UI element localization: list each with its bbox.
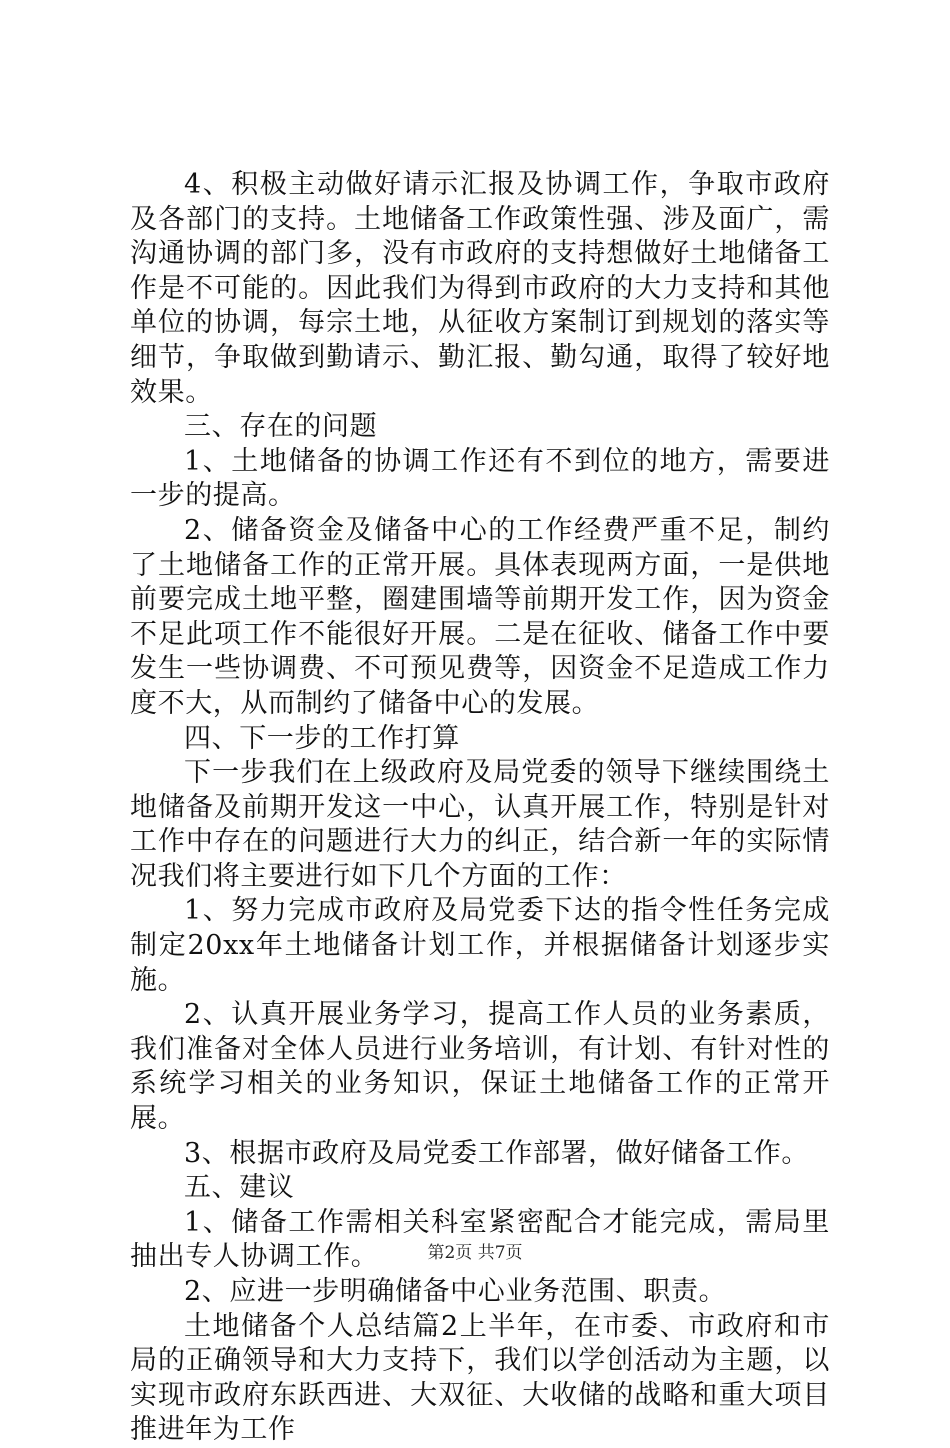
section-heading-existing-problems: 三、存在的问题: [184, 411, 378, 443]
paragraph-problem-1: 1、土地储备的协调工作还有不到位的地方，需要进一步的提高。: [130, 445, 830, 512]
paragraph-next-step-2: 2、认真开展业务学习，提高工作人员的业务素质，我们准备对全体人员进行业务培训，有计划、有针对性的系统学习相关的业务知识，保证土地储备工作的正常开展。: [130, 999, 830, 1135]
paragraph-item-4-coordination: 4、积极主动做好请示汇报及协调工作，争取市政府及各部门的支持。土地储备工作政策性强、涉及面广，需沟通协调的部门多，没有市政府的支持想做好土地储备工作是不可能的。因此我们为得到市政府的大力支持和其他单位的协调，每宗土地，从征收方案制订到规划的落实等细节，争取做到勤请示、勤汇报、勤勾通，取得了较好地效果。: [130, 169, 830, 408]
paragraph-problem-2: 2、储备资金及储备中心的工作经费严重不足，制约了土地储备工作的正常开展。具体表现两方面，一是供地前要完成土地平整，圈建围墙等前期开发工作，因为资金不足此项工作不能很好开展。二是在征收、储备工作中要发生一些协调费、不可预见费等，因资金不足造成工作力度不大，从而制约了储备中心的发展。: [130, 514, 830, 719]
section-heading-next-steps: 四、下一步的工作打算: [184, 722, 460, 754]
page-number-footer: 第2页 共7页: [427, 1243, 523, 1263]
paragraph-next-step-1: 1、努力完成市政府及局党委下达的指令性任务完成制定20xx年土地储备计划工作，并根据储备计划逐步实施。: [130, 895, 830, 996]
paragraph-next-step-3: 3、根据市政府及局党委工作部署，做好储备工作。: [184, 1137, 809, 1169]
section-heading-suggestions: 五、建议: [184, 1172, 295, 1204]
paragraph-suggestion-2: 2、应进一步明确储备中心业务范围、职责。: [184, 1276, 727, 1307]
paragraph-suggestion-1: 1、储备工作需相关科室紧密配合才能完成，需局里抽出专人协调工作。: [130, 1206, 830, 1273]
paragraph-next-steps-intro: 下一步我们在上级政府及局党委的领导下继续围绕土地储备及前期开发这一中心，认真开展工作，特别是针对工作中存在的问题进行大力的纠正，结合新一年的实际情况我们将主要进行如下几个方面的工作：: [130, 757, 830, 892]
paragraph-summary-part-2: 土地储备个人总结篇2上半年，在市委、市政府和市局的正确领导和大力支持下，我们以学创活动为主题，以实现市政府东跃西进、大双征、大收储的战略和重大项目推进年为工作: [130, 1310, 830, 1446]
